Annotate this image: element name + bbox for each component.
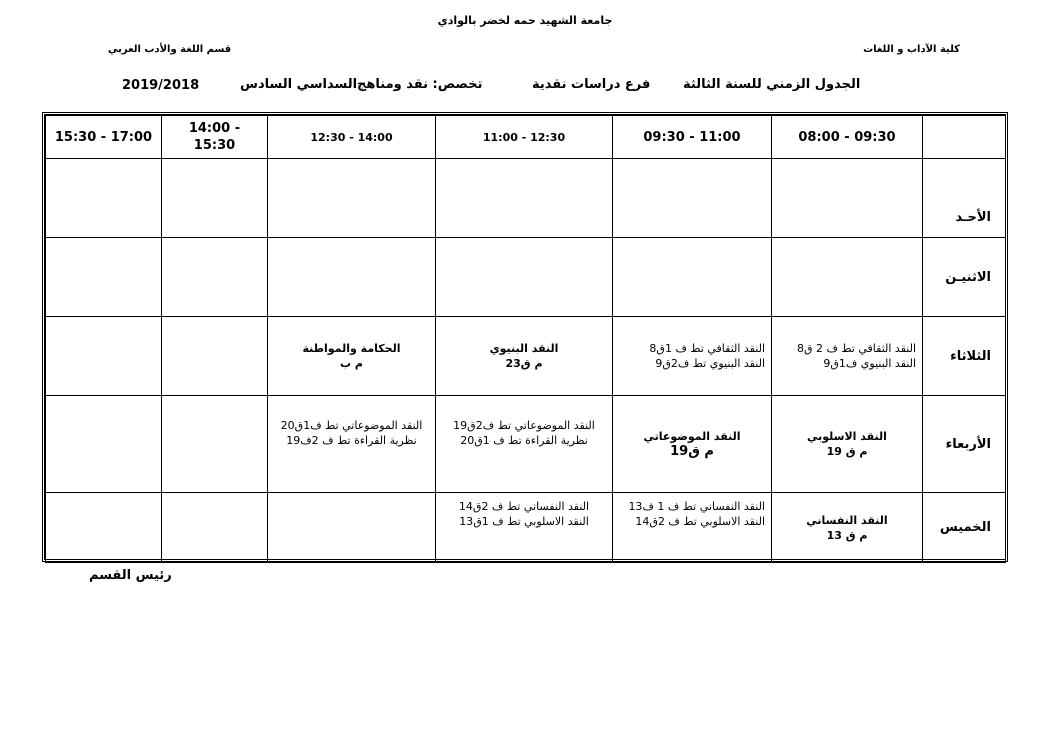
- session-room: م ق 19: [826, 445, 868, 458]
- session-cell: [613, 317, 772, 396]
- session-line: النقد الاسلوبي تط ف 1ق13: [459, 515, 589, 528]
- timeslot-start: 14:00 -: [188, 121, 241, 136]
- session-line: النقد الثقافي تط ف 1ق8: [649, 342, 765, 355]
- session-room: م ق23: [505, 357, 543, 370]
- cell: [613, 238, 772, 317]
- session-cell: [772, 493, 923, 563]
- schedule-title: الجدول الزمني للسنة الثالثة: [683, 77, 861, 92]
- session-line: النقد الثقافي تط ف 2 ق8: [796, 342, 916, 355]
- session-cell: [772, 396, 923, 493]
- session-line: نظرية القراءة تط ف 1ق20: [460, 434, 588, 447]
- branch: فرع دراسات نقدية: [532, 77, 651, 92]
- timeslot-header-1230-1400: 12:30 - 14:00: [268, 116, 436, 159]
- academic-year: 2019/2018: [122, 78, 200, 93]
- cell: [162, 493, 268, 563]
- session-line: النقد البنيوي تط ف2ق9: [655, 357, 765, 370]
- cell: [436, 238, 613, 317]
- cell: [162, 238, 268, 317]
- session-line: النقد النفساني تط ف 1 ف13: [628, 500, 765, 513]
- cell: [613, 159, 772, 238]
- day-thursday: الخميس: [923, 493, 1006, 563]
- session-line: نظرية القراءة تط ف 2ف19: [286, 434, 417, 447]
- cell: [436, 159, 613, 238]
- cell: [268, 238, 436, 317]
- department-name: قسم اللغة والأدب العربي: [108, 44, 232, 55]
- timeslot-end: 15:30: [193, 138, 236, 153]
- session-line: النقد الموضوعاتي تط ف1ق20: [280, 419, 423, 432]
- cell: [46, 493, 162, 563]
- cell: [46, 396, 162, 493]
- session-cell: [268, 396, 436, 493]
- row-wednesday: [46, 396, 1006, 493]
- session-course: النقد البنيوي: [489, 342, 559, 355]
- session-line: النقد البنيوي ف1ق9: [823, 357, 916, 370]
- session-course: النقد الاسلوبي: [807, 430, 887, 443]
- row-sunday: [46, 159, 1006, 238]
- session-room: م ق19: [670, 444, 714, 459]
- timeslot-header-0800-0930: 08:00 - 09:30: [772, 116, 923, 159]
- day-wednesday: الأربعاء: [923, 396, 1006, 493]
- faculty-name: كلية الآداب و اللغات: [863, 44, 960, 55]
- department-head-signature: رئيس القسم: [89, 568, 172, 583]
- session-line: النقد النفساني تط ف 2ق14: [458, 500, 590, 513]
- header-row: [46, 116, 1006, 159]
- semester: السداسي السادس: [240, 77, 358, 92]
- cell: [162, 317, 268, 396]
- cell: [46, 238, 162, 317]
- session-cell: [436, 493, 613, 563]
- session-cell: [613, 493, 772, 563]
- cell: [162, 396, 268, 493]
- day-sunday: الأحـد: [923, 159, 1006, 238]
- specialty: تخصص: نقد ومناهج: [357, 77, 483, 92]
- session-line: النقد الموضوعاتي تط ف2ق19: [453, 419, 595, 432]
- session-cell: [772, 317, 923, 396]
- day-monday: الاثنيـن: [923, 238, 1006, 317]
- session-cell: [436, 396, 613, 493]
- session-cell: [613, 396, 772, 493]
- session-room: م ب: [340, 357, 363, 370]
- session-course: النقد الموضوعاتي: [643, 430, 741, 443]
- row-tuesday: [46, 317, 1006, 396]
- session-room: م ق 13: [826, 528, 868, 542]
- corner-cell: [923, 116, 1006, 159]
- cell: [46, 317, 162, 396]
- session-course: الحكامة والمواطنة: [302, 342, 401, 355]
- session-cell: [436, 317, 613, 396]
- cell: [268, 159, 436, 238]
- university-name: جامعة الشهيد حمه لخضر بالوادي: [437, 14, 613, 27]
- row-thursday: [46, 493, 1006, 563]
- day-tuesday: الثلاثاء: [923, 317, 1006, 396]
- session-line: النقد الاسلوبي تط ف 2ق14: [635, 515, 765, 528]
- cell: [268, 493, 436, 563]
- session-cell: [268, 317, 436, 396]
- cell: [772, 238, 923, 317]
- timeslot-header-1530-1700: 15:30 - 17:00: [46, 116, 162, 159]
- row-monday: [46, 238, 1006, 317]
- session-course: النقد النفساني: [806, 513, 888, 527]
- cell: [162, 159, 268, 238]
- timetable: [42, 112, 1008, 562]
- cell: [772, 159, 923, 238]
- timeslot-header-1400-1530: [162, 116, 268, 159]
- timeslot-header-1100-1230: 11:00 - 12:30: [436, 116, 613, 159]
- timeslot-header-0930-1100: 09:30 - 11:00: [613, 116, 772, 159]
- cell: [46, 159, 162, 238]
